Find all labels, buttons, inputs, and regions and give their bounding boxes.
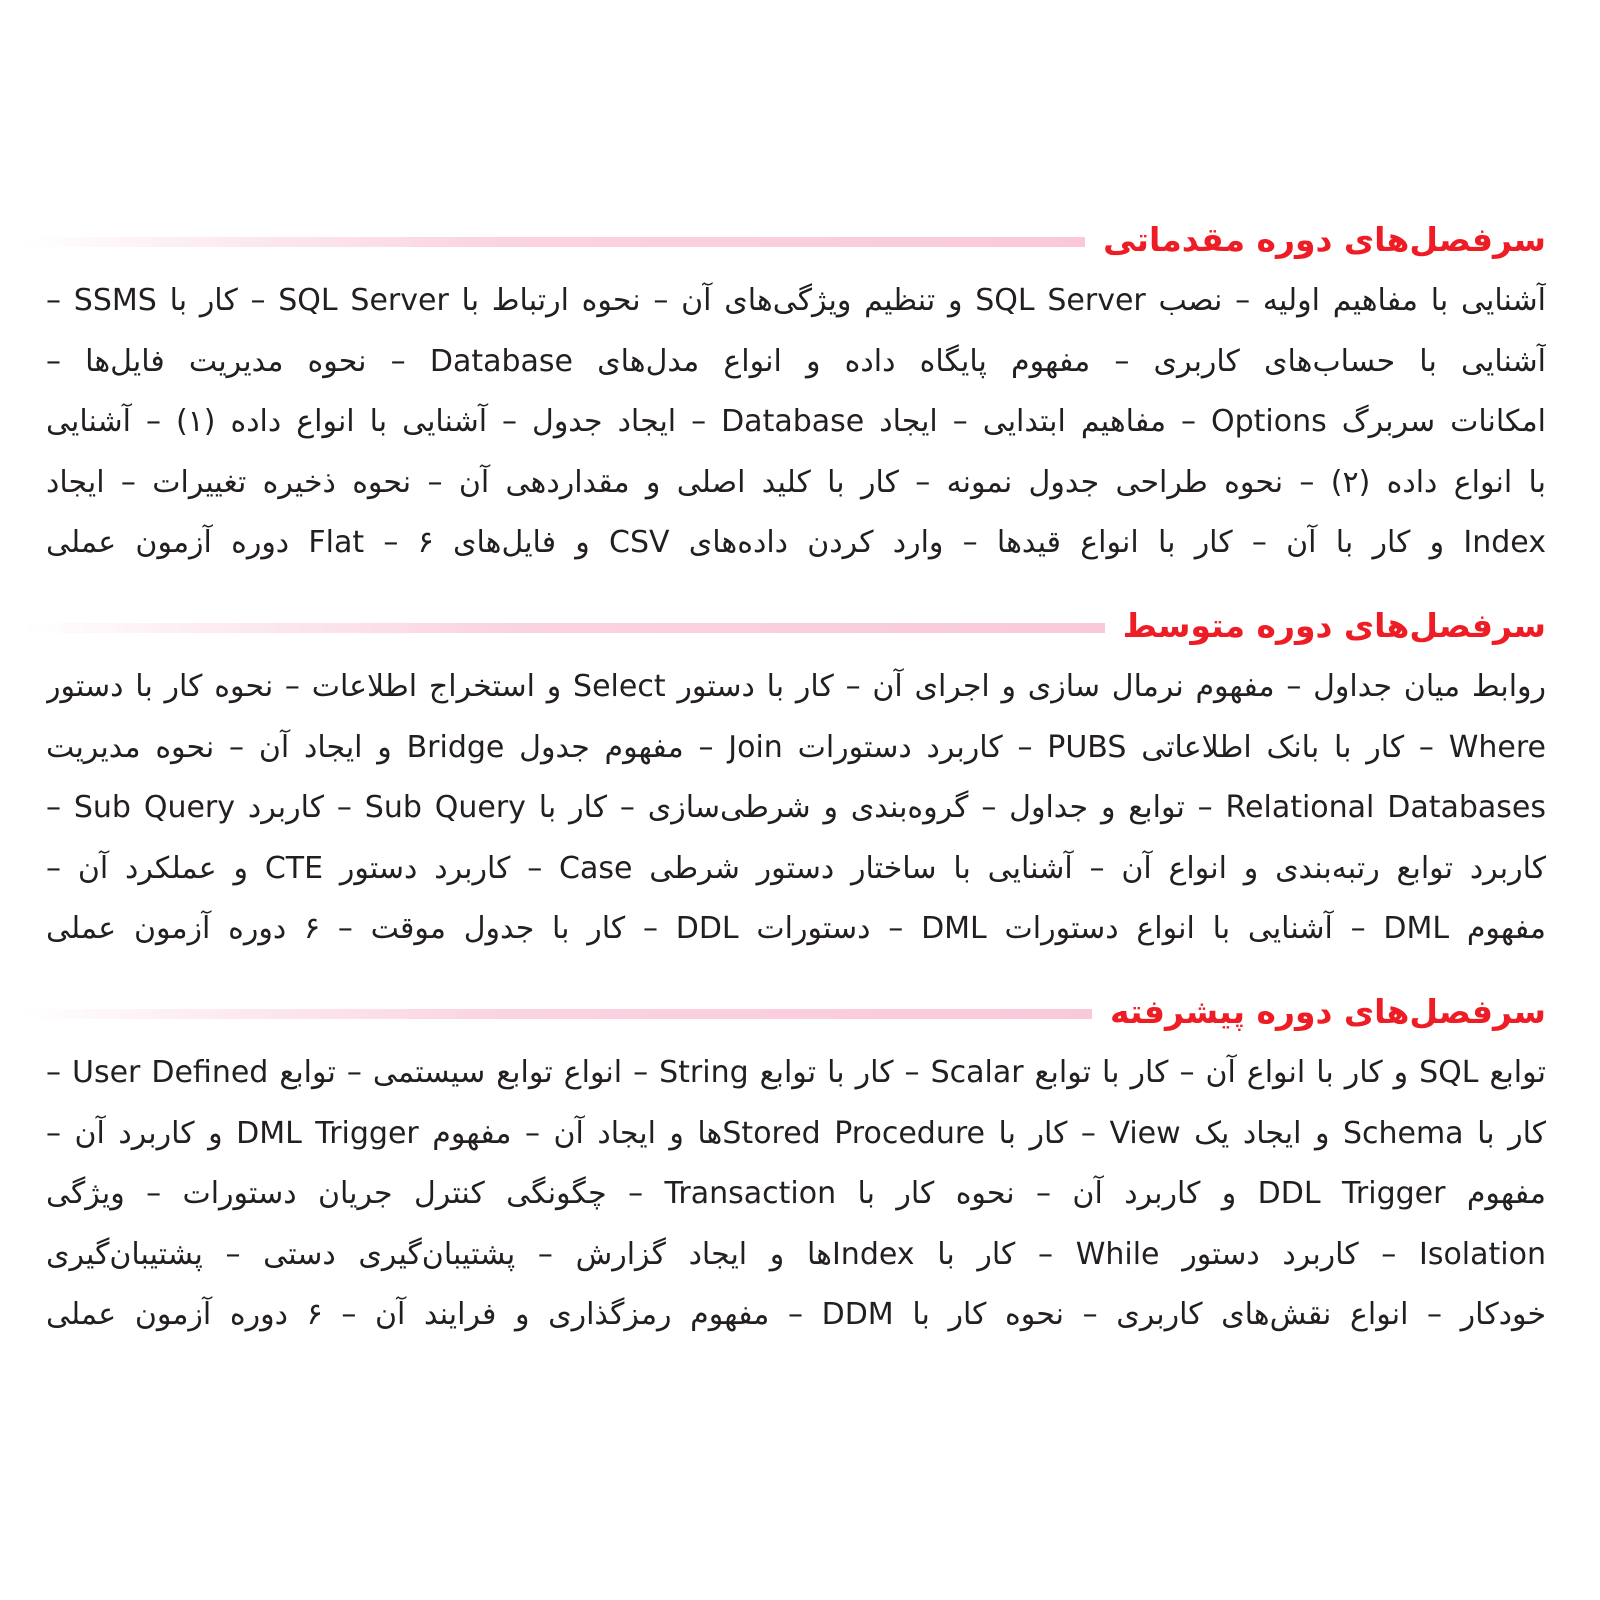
text-line: توابع SQL و کار با انواع آن – کار با توابع Scalar – کار با توابع String – انواع توابع سیستمی – توابع User Defined – <box>46 1055 1546 1090</box>
section-title: سرفصل‌های دوره پیشرفته <box>1109 992 1546 1031</box>
section-header <box>46 984 1546 1040</box>
header-divider <box>24 623 1105 633</box>
section-title: سرفصل‌های دوره متوسط <box>1122 606 1546 645</box>
header-divider <box>24 1009 1092 1019</box>
text-line: خودکار – انواع نقش‌های کاربری – نحوه کار با DDM – مفهوم رمزگذاری و فرایند آن – ۶ دوره آزمون عملی <box>46 1297 1546 1332</box>
header-divider <box>24 237 1085 247</box>
section-body <box>46 271 1546 574</box>
section-header <box>46 598 1546 654</box>
text-line: Isolation – کاربرد دستور While – کار با Indexها و ایجاد گزارش – پشتیبان‌گیری دستی – پشتیبان‌گیری <box>46 1236 1546 1272</box>
section-title: سرفصل‌های دوره مقدماتی <box>1103 220 1546 259</box>
text-line: Index و کار با آن – کار با انواع قیدها – وارد کردن داده‌های CSV و فایل‌های Flat – ۶ دوره آزمون عملی <box>46 525 1546 560</box>
text-line: Relational Databases – توابع و جداول – گروه‌بندی و شرطی‌سازی – کار با Sub Query – کاربرد Sub Query – <box>46 790 1546 825</box>
text-line: کاربرد توابع رتبه‌بندی و انواع آن – آشنایی با ساختار دستور شرطی Case – کاربرد دستور CTE و عملکرد آن – <box>46 850 1546 886</box>
section-header <box>46 212 1546 268</box>
section-intermediate <box>46 598 1546 960</box>
section-introductory <box>46 212 1546 574</box>
section-body <box>46 1043 1546 1346</box>
text-line: آشنایی با حساب‌های کاربری – مفهوم پایگاه داده و انواع مدل‌های Database – نحوه مدیریت فایل‌ها – <box>46 343 1546 379</box>
text-line: با انواع داده (۲) – نحوه طراحی جدول نمونه – کار با کلید اصلی و مقداردهی آن – نحوه ذخیره تغییرات – ایجاد <box>46 464 1546 500</box>
text-line: روابط میان جداول – مفهوم نرمال سازی و اجرای آن – کار با دستور Select و استخراج اطلاعات – نحوه کار با دستور <box>46 669 1546 704</box>
text-line: امکانات سربرگ Options – مفاهیم ابتدایی – ایجاد Database – ایجاد جدول – آشنایی با انواع داده (۱) – آشنایی <box>46 404 1546 439</box>
text-line: مفهوم DDL Trigger و کاربرد آن – نحوه کار با Transaction – چگونگی کنترل جریان دستورات – ویژگی <box>46 1176 1546 1211</box>
text-line: مفهوم DML – آشنایی با انواع دستورات DML – دستورات DDL – کار با جدول موقت – ۶ دوره آزمون عملی <box>46 911 1546 946</box>
text-line: Where – کار با بانک اطلاعاتی PUBS – کاربرد دستورات Join – مفهوم جدول Bridge و ایجاد آن – نحوه مدیریت <box>46 729 1546 765</box>
text-line: کار با Schema و ایجاد یک View – کار با Stored Procedureها و ایجاد آن – مفهوم DML Trigger و کاربرد آن – <box>46 1115 1546 1151</box>
text-line: آشنایی با مفاهیم اولیه – نصب SQL Server و تنظیم ویژگی‌های آن – نحوه ارتباط با SQL Server – کار با SSMS – <box>46 283 1546 318</box>
section-body <box>46 657 1546 960</box>
section-advanced <box>46 984 1546 1346</box>
